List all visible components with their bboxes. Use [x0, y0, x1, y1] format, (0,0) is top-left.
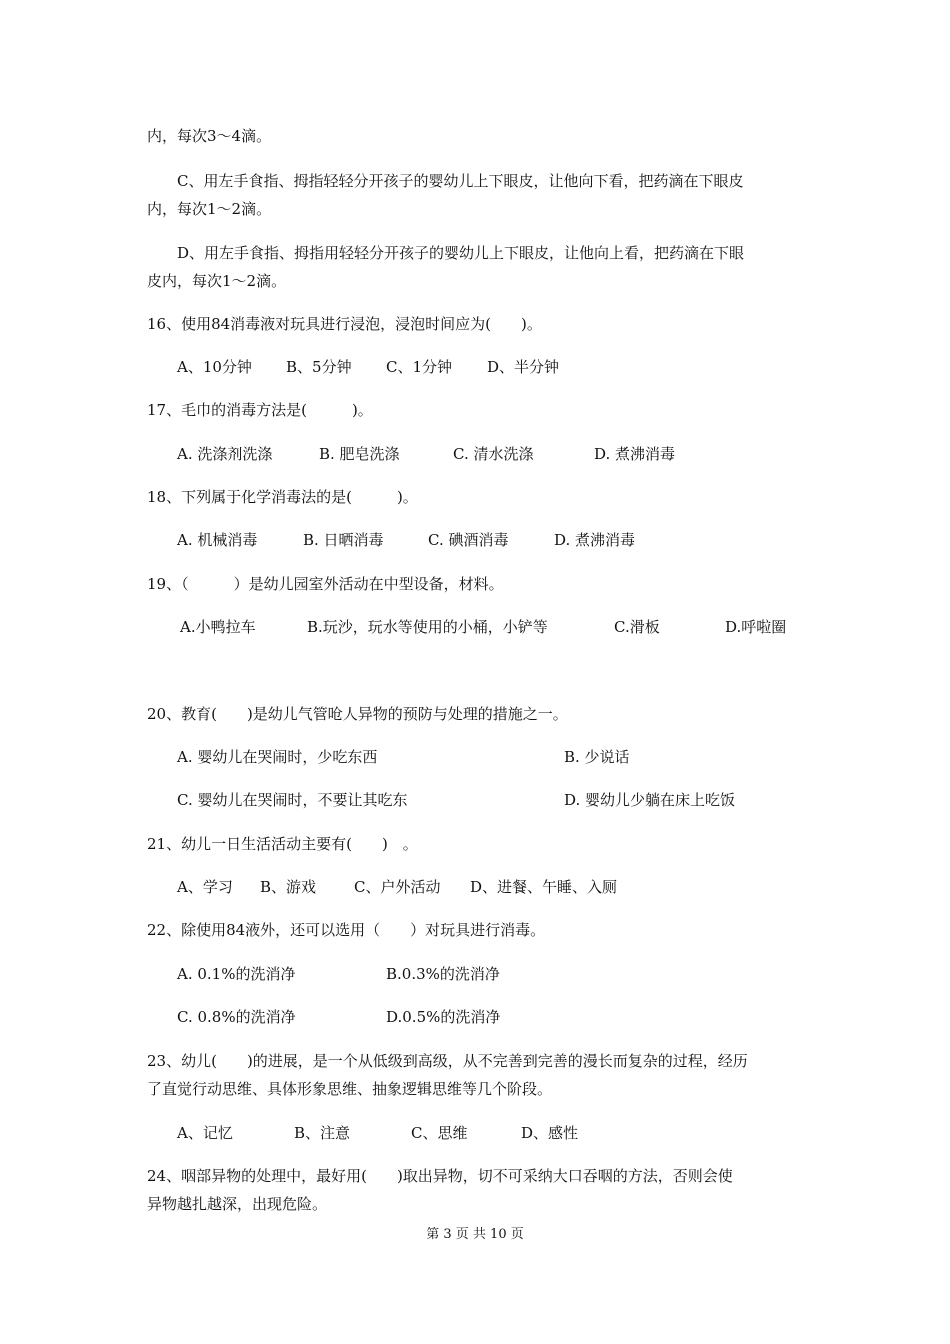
option-b: B. 少说话 [564, 748, 630, 766]
option-b: B. 日晒消毒 [303, 531, 384, 549]
option-a: A、学习 [177, 878, 233, 896]
option-b: B. 肥皂洗涤 [319, 445, 400, 463]
question-stem-continued: 异物越扎越深，出现危险。 [147, 1195, 328, 1213]
question-stem: 17、毛巾的消毒方法是( )。 [147, 401, 373, 419]
option-a: A. 机械消毒 [177, 531, 258, 549]
option-a: A. 婴幼儿在哭闹时，少吃东西 [177, 748, 378, 766]
option-d: D. 煮沸消毒 [594, 445, 676, 463]
option-d-line: 皮内，每次1～2滴。 [147, 272, 287, 290]
option-c-line: C、用左手食指、拇指轻轻分开孩子的婴幼儿上下眼皮，让他向下看，把药滴在下眼皮 [177, 172, 744, 190]
question-stem: 20、教育( )是幼儿气管呛人异物的预防与处理的措施之一。 [147, 705, 568, 723]
question-stem: 18、下列属于化学消毒法的是( )。 [147, 488, 418, 506]
question-stem: 22、除使用84液外，还可以选用（ ）对玩具进行消毒。 [147, 921, 546, 939]
question-stem: 19、（ ）是幼儿园室外活动在中型设备，材料。 [147, 575, 504, 593]
option-c: C. 婴幼儿在哭闹时，不要让其吃东 [177, 791, 408, 809]
option-a: A、记忆 [177, 1124, 233, 1142]
option-c: C、户外活动 [354, 878, 441, 896]
option-a: A. 0.1%的洗消净 [177, 965, 296, 983]
question-stem-continued: 了直觉行动思维、具体形象思维、抽象逻辑思维等几个阶段。 [147, 1080, 553, 1098]
option-b: B.玩沙，玩水等使用的小桶，小铲等 [307, 618, 548, 636]
option-b: B、5分钟 [286, 358, 352, 376]
option-a: A. 洗涤剂洗涤 [177, 445, 273, 463]
page-number-footer: 第 3 页 共 10 页 [426, 1227, 524, 1242]
question-stem: 24、咽部异物的处理中，最好用( )取出异物，切不可采纳大口吞咽的方法，否则会使 [147, 1167, 733, 1185]
question-stem: 23、幼儿( )的进展，是一个从低级到高级，从不完善到完善的漫长而复杂的过程，经历 [147, 1052, 748, 1070]
question-stem: 16、使用84消毒液对玩具进行浸泡，浸泡时间应为( )。 [147, 315, 542, 333]
option-b: B.0.3%的洗消净 [386, 965, 500, 983]
continuation-line: 内，每次3～4滴。 [147, 127, 272, 145]
option-b: B、注意 [294, 1124, 351, 1142]
question-stem: 21、幼儿一日生活活动主要有( ) 。 [147, 835, 418, 853]
option-d: D.呼啦圈 [725, 618, 787, 636]
option-c: C. 0.8%的洗消净 [177, 1008, 296, 1026]
option-d: D.0.5%的洗消净 [386, 1008, 501, 1026]
option-a: A、10分钟 [177, 358, 252, 376]
option-a: A.小鸭拉车 [180, 618, 256, 636]
option-d: D. 婴幼儿少躺在床上吃饭 [564, 791, 736, 809]
option-c: C. 清水洗涤 [453, 445, 534, 463]
option-c-line: 内，每次1～2滴。 [147, 200, 272, 218]
option-c: C、思维 [411, 1124, 468, 1142]
option-c: C、1分钟 [386, 358, 453, 376]
option-d: D. 煮沸消毒 [554, 531, 636, 549]
option-d-line: D、用左手食指、拇指用轻轻分开孩子的婴幼儿上下眼皮，让他向上看，把药滴在下眼 [177, 244, 745, 262]
option-d: D、半分钟 [487, 358, 560, 376]
option-d: D、感性 [521, 1124, 579, 1142]
option-d: D、进餐、午睡、入厕 [470, 878, 618, 896]
option-c: C.滑板 [614, 618, 660, 636]
option-b: B、游戏 [260, 878, 317, 896]
option-c: C. 碘酒消毒 [428, 531, 509, 549]
